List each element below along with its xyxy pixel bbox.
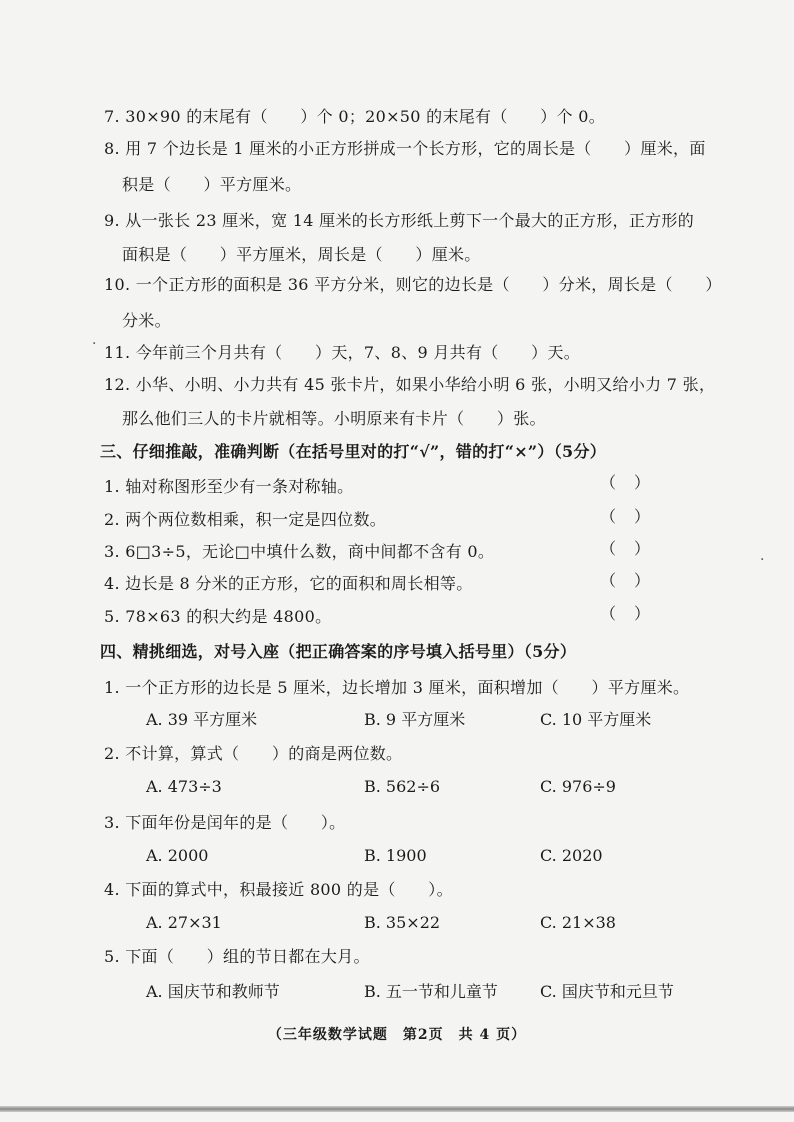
judge-item-3: 3. 6□3÷5，无论□中填什么数，商中间都不含有 0。 [104, 542, 495, 561]
judge-paren-2[interactable]: （） [600, 507, 669, 526]
question-9: 9. 从一张长 23 厘米，宽 14 厘米的长方形纸上剪下一个最大的正方形，正方形的 [104, 211, 695, 230]
judge-paren-3[interactable]: （） [600, 539, 669, 558]
choice-5-option-b[interactable]: B. 五一节和儿童节 [364, 982, 498, 1001]
choice-5-option-a[interactable]: A. 国庆节和教师节 [146, 982, 280, 1001]
choice-5-option-c[interactable]: C. 国庆节和元旦节 [540, 982, 674, 1001]
choice-question-2: 2. 不计算，算式（ ）的商是两位数。 [104, 744, 403, 763]
choice-2-option-b[interactable]: B. 562÷6 [364, 777, 441, 796]
scan-bottom-edge [0, 1106, 794, 1112]
choice-4-option-a[interactable]: A. 27×31 [146, 913, 222, 932]
choice-1-option-a[interactable]: A. 39 平方厘米 [146, 710, 258, 729]
question-8: 8. 用 7 个边长是 1 厘米的小正方形拼成一个长方形，它的周长是（ ）厘米，面 [104, 139, 706, 158]
section3-heading: 三、仔细推敲，准确判断（在括号里对的打“√”，错的打“×”）（5分） [100, 442, 607, 461]
question-8-cont: 积是（ ）平方厘米。 [122, 175, 302, 194]
judge-item-2: 2. 两个两位数相乘，积一定是四位数。 [104, 510, 387, 529]
choice-1-option-b[interactable]: B. 9 平方厘米 [364, 710, 466, 729]
choice-3-option-c[interactable]: C. 2020 [540, 846, 603, 865]
question-12-cont: 那么他们三人的卡片就相等。小明原来有卡片（ ）张。 [122, 409, 546, 428]
judge-item-1: 1. 轴对称图形至少有一条对称轴。 [104, 477, 354, 496]
choice-question-1: 1. 一个正方形的边长是 5 厘米，边长增加 3 厘米，面积增加（ ）平方厘米。 [104, 678, 690, 697]
judge-item-5: 5. 78×63 的积大约是 4800。 [104, 607, 332, 626]
scan-mark-dot-right: · [760, 552, 765, 568]
judge-paren-5[interactable]: （） [600, 604, 669, 623]
choice-4-option-c[interactable]: C. 21×38 [540, 913, 616, 932]
judge-paren-4[interactable]: （） [600, 571, 669, 590]
question-7: 7. 30×90 的末尾有（ ）个 0；20×50 的末尾有（ ）个 0。 [104, 107, 606, 126]
question-11: 11. 今年前三个月共有（ ）天，7、8、9 月共有（ ）天。 [104, 343, 581, 362]
choice-3-option-b[interactable]: B. 1900 [364, 846, 427, 865]
choice-question-5: 5. 下面（ ）组的节日都在大月。 [104, 947, 370, 966]
question-10: 10. 一个正方形的面积是 36 平方分米，则它的边长是（ ）分米，周长是（ ） [104, 275, 722, 294]
page-footer: （三年级数学试题 第2页 共 4 页） [267, 1027, 527, 1043]
question-10-cont: 分米。 [122, 311, 171, 330]
choice-1-option-c[interactable]: C. 10 平方厘米 [540, 710, 652, 729]
judge-paren-1[interactable]: （） [600, 473, 669, 492]
choice-3-option-a[interactable]: A. 2000 [146, 846, 209, 865]
choice-2-option-c[interactable]: C. 976÷9 [540, 777, 616, 796]
choice-4-option-b[interactable]: B. 35×22 [364, 913, 441, 932]
choice-question-4: 4. 下面的算式中，积最接近 800 的是（ ）。 [104, 880, 453, 899]
question-12: 12. 小华、小明、小力共有 45 张卡片，如果小华给小明 6 张，小明又给小力 7 张， [104, 375, 716, 394]
scan-mark-dot: · [92, 336, 97, 352]
judge-item-4: 4. 边长是 8 分米的正方形，它的面积和周长相等。 [104, 574, 473, 593]
choice-question-3: 3. 下面年份是闰年的是（ ）。 [104, 813, 346, 832]
section4-heading: 四、精挑细选，对号入座（把正确答案的序号填入括号里）（5分） [100, 642, 577, 661]
choice-2-option-a[interactable]: A. 473÷3 [146, 777, 222, 796]
question-9-cont: 面积是（ ）平方厘米，周长是（ ）厘米。 [122, 245, 481, 264]
